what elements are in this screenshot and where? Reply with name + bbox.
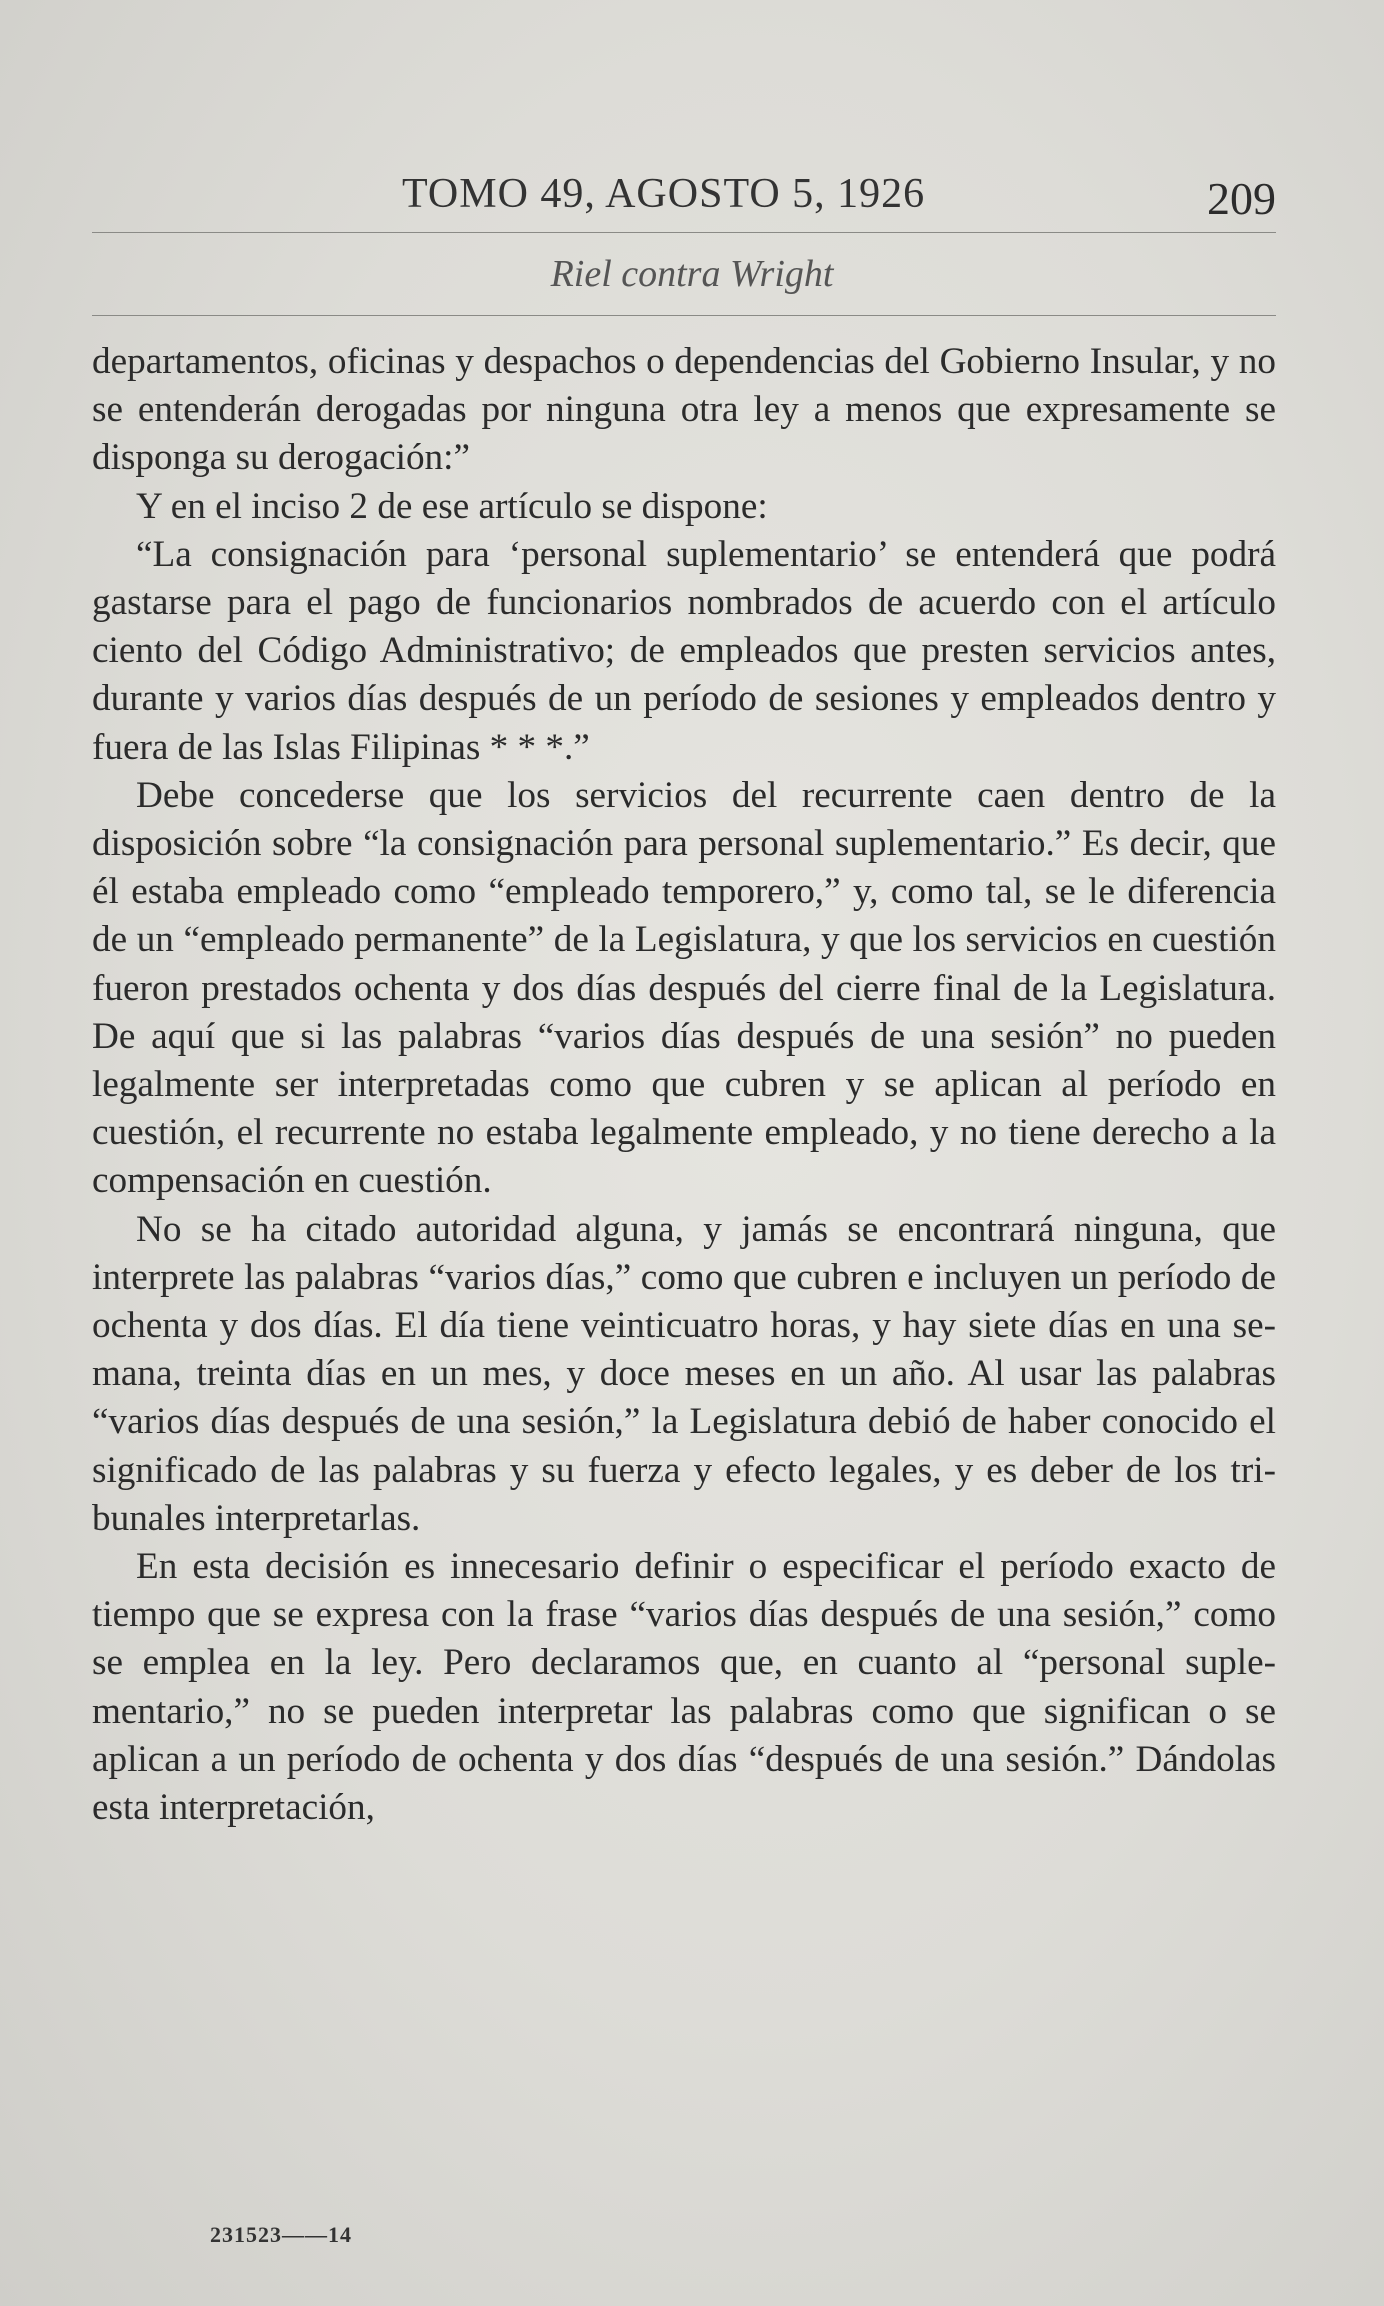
body-text — [92, 338, 1276, 1832]
paragraph-continuation: departamentos, oficinas y despachos o dependencias del Gobierno Insular, y no se entenderán derogadas por ninguna otra ley a menos que expresamente se disponga su derogación:” — [92, 341, 1276, 479]
page-number: 209 — [1207, 173, 1276, 224]
header-rule-bottom — [92, 315, 1276, 316]
paragraph: No se ha citado autoridad alguna, y jamás se encontrará ninguna, que interprete las palabras “varios días,” como que cubren e incluyen un período de ochenta y dos días. El día tiene veinticuatro horas, y hay siete días en una semana, treinta días en un mes, y doce meses en un año. Al usar las palabras “varios días después de una sesión,” la Legislatura debió de haber conocido el significado de las palabras y su fuerza y efecto legales, y es deber de los tribunales interpretarlas. — [92, 1208, 1276, 1539]
paragraph: Y en el inciso 2 de ese artículo se dispone: — [136, 485, 768, 527]
paragraph: En esta decisión es innecesario definir o especificar el período exacto de tiempo que se expresa con la frase “varios días después de una sesión,” como se emplea en la ley. Pero declaramos que, en cuanto al “personal suplementario,” no se pueden interpretar las palabras como que significan o se aplican a un período de ochenta y dos días “después de una sesión.” Dándolas esta interpretación, — [92, 1546, 1276, 1829]
header-rule-top — [92, 232, 1276, 233]
case-title: Riel contra Wright — [550, 253, 834, 295]
page-header — [92, 162, 1276, 222]
volume-date-title: TOMO 49, AGOSTO 5, 1926 — [402, 171, 926, 217]
paragraph: Debe concederse que los servicios del recurrente caen dentro de la disposición sobre “la consignación para personal suplementario.” Es decir, que él estaba empleado como “empleado temporero,” y, como tal, se le diferencia de un “empleado permanente” de la Legislatura, y que los servicios en cuestión fueron prestados ochenta y dos días después del cierre final de la Legislatura. De aquí que si las palabras “varios días después de una sesión” no pueden legalmente ser interpretadas como que cubren y se aplican al período en cuestión, el recurrente no estaba legalmente empleado, y no tiene derecho a la compensación en cuestión. — [92, 774, 1276, 1202]
printer-signature: 231523——14 — [210, 2222, 352, 2247]
paragraph-quotation: “La consignación para ‘personal suplementario’ se entenderá que podrá gastarse para el pago de funcionarios nombrados de acuerdo con el artículo ciento del Código Administrativo; de empleados que presten servicios antes, durante y varios días después de un período de sesiones y empleados dentro y fuera de las Islas Filipinas * * *.” — [92, 533, 1276, 768]
